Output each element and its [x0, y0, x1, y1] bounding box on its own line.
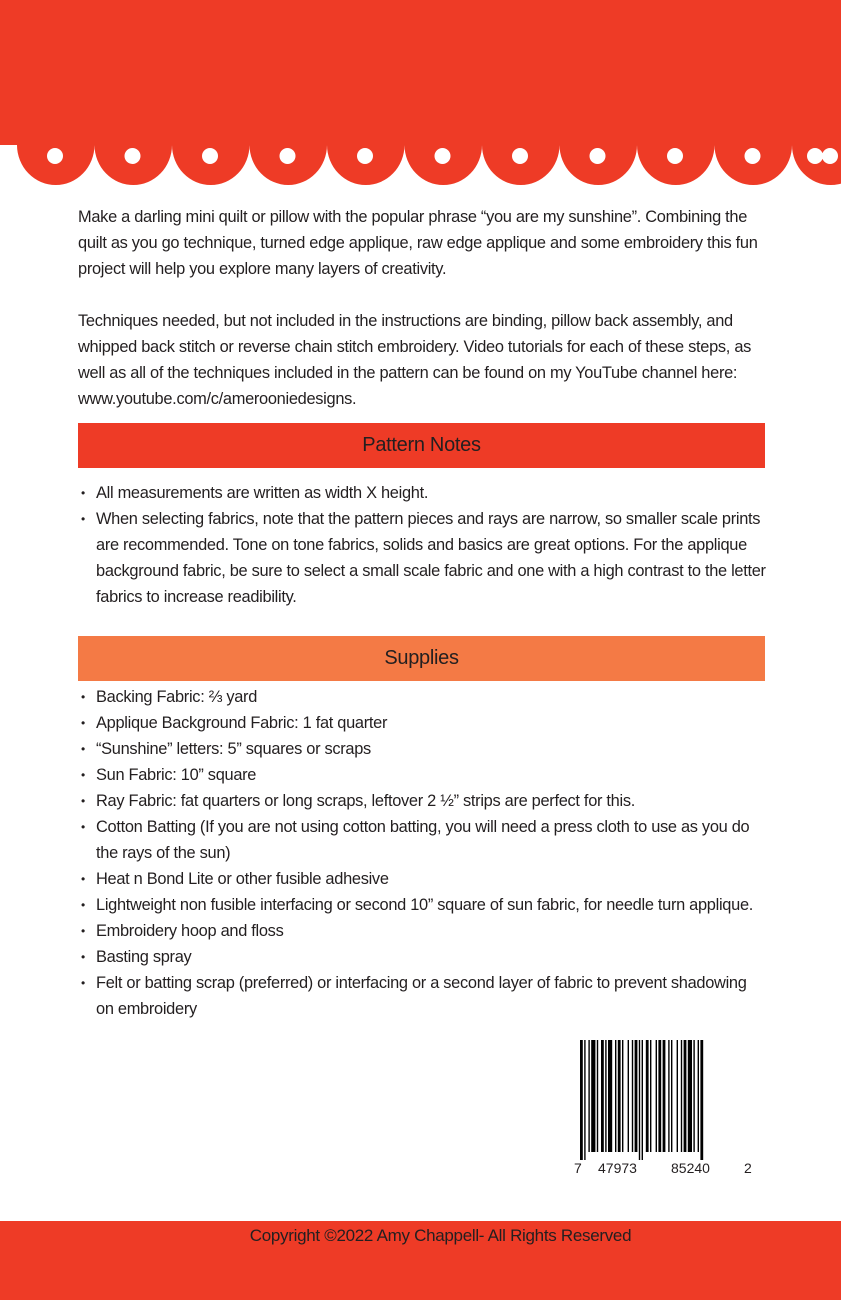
- scallop-dot: [590, 148, 606, 164]
- barcode-bar: [580, 1040, 583, 1160]
- list-item: • Ray Fabric: fat quarters or long scraps, leftover 2 ½” strips are perfect for this.: [78, 788, 768, 814]
- list-item: • All measurements are written as width X height.: [78, 480, 768, 506]
- scallop-dot: [512, 148, 528, 164]
- scallop-dot: [202, 148, 218, 164]
- barcode-bar: [618, 1040, 621, 1152]
- pattern-notes-header: [78, 423, 765, 468]
- scallop-dot: [667, 148, 683, 164]
- list-item: • Lightweight non fusible interfacing or second 10” square of sun fabric, for needle turn applique.: [78, 892, 768, 918]
- barcode-digits: [568, 1160, 758, 1180]
- barcode-bar: [668, 1040, 669, 1152]
- barcode-bar: [650, 1040, 651, 1152]
- supplies-list: [78, 684, 768, 1022]
- barcode-digit-group: 7: [574, 1160, 582, 1176]
- intro-paragraph-2: Techniques needed, but not included in the instructions are binding, pillow back assembly, and whipped back stitch or reverse chain stitch embroidery. Video tutorials for each of these steps, as well as all of the techniques included in the pattern can be found on my YouTube channel here: www.youtube.com/c/amerooniedesigns.: [78, 312, 752, 408]
- scallop-border-graphic: [0, 0, 841, 190]
- list-item: • Applique Background Fabric: 1 fat quarter: [78, 710, 768, 736]
- barcode-bar: [639, 1040, 640, 1160]
- barcode-bar: [656, 1040, 657, 1152]
- scallop-dot: [357, 148, 373, 164]
- barcode-bar: [608, 1040, 612, 1152]
- bullet-icon: •: [81, 716, 85, 730]
- barcode-bar: [591, 1040, 595, 1152]
- barcode-bar: [635, 1040, 638, 1152]
- supplies-header: [78, 636, 765, 681]
- barcode-bar: [700, 1040, 703, 1160]
- supplies-title: Supplies: [384, 647, 459, 669]
- list-item: • “Sunshine” letters: 5” squares or scraps: [78, 736, 768, 762]
- intro-text: [78, 204, 768, 412]
- barcode-bar: [646, 1040, 649, 1152]
- bullet-icon: •: [81, 924, 85, 938]
- barcode-bar: [597, 1040, 598, 1152]
- list-item: • Basting spray: [78, 944, 768, 970]
- barcode-bar: [642, 1040, 643, 1160]
- barcode-bar: [663, 1040, 666, 1152]
- intro-paragraph-1: Make a darling mini quilt or pillow with the popular phrase “you are my sunshine”. Combining the quilt as you go technique, turned edge applique, raw edge applique and some embroidery this fun project will help you explore many layers of creativity.: [78, 208, 758, 278]
- scallop-dot: [745, 148, 761, 164]
- barcode-bar: [584, 1040, 585, 1160]
- bullet-icon: •: [81, 768, 85, 782]
- scallop-dot: [280, 148, 296, 164]
- copyright-text: Copyright ©2022 Amy Chappell- All Rights Reserved: [249, 1226, 632, 1245]
- barcode-bar: [698, 1040, 699, 1152]
- list-item: • Backing Fabric: ⅔ yard: [78, 684, 768, 710]
- list-item: • Felt or batting scrap (preferred) or interfacing or a second layer of fabric to prevent shadowing on embroidery: [78, 970, 768, 1022]
- pattern-notes-title: Pattern Notes: [362, 434, 481, 456]
- list-item: • Embroidery hoop and floss: [78, 918, 768, 944]
- pattern-notes-list: [78, 480, 768, 610]
- bullet-icon: •: [81, 742, 85, 756]
- scallop-dot: [47, 148, 63, 164]
- scalloped-header-band: [0, 0, 841, 190]
- barcode-digit-group: 2: [744, 1160, 752, 1176]
- barcode-bar: [693, 1040, 694, 1152]
- barcode: [568, 1036, 758, 1186]
- barcode-digit-group: 85240: [671, 1160, 710, 1176]
- list-item: • Sun Fabric: 10” square: [78, 762, 768, 788]
- barcode-digit-group: 47973: [598, 1160, 637, 1176]
- bullet-icon: •: [81, 820, 85, 834]
- barcode-bar: [601, 1040, 604, 1152]
- barcode-bar: [615, 1040, 616, 1152]
- barcode-bar: [688, 1040, 692, 1152]
- footer-band: [0, 1221, 841, 1300]
- barcode-bar: [684, 1040, 687, 1152]
- bullet-icon: •: [81, 794, 85, 808]
- barcode-bar: [677, 1040, 678, 1152]
- list-item: • Heat n Bond Lite or other fusible adhesive: [78, 866, 768, 892]
- bullet-icon: •: [81, 486, 85, 500]
- bullet-icon: •: [81, 512, 85, 526]
- barcode-bar: [588, 1040, 589, 1152]
- scallop-dot: [822, 148, 838, 164]
- bullet-icon: •: [81, 898, 85, 912]
- barcode-bars: [568, 1036, 758, 1160]
- bullet-icon: •: [81, 976, 85, 990]
- scallop-dot: [435, 148, 451, 164]
- barcode-bar: [671, 1040, 672, 1152]
- scallop-dot: [125, 148, 141, 164]
- scallop-dot: [807, 148, 823, 164]
- bullet-icon: •: [81, 690, 85, 704]
- list-item: • Cotton Batting (If you are not using cotton batting, you will need a press cloth to use as you do the rays of the sun): [78, 814, 768, 866]
- barcode-bar: [658, 1040, 661, 1152]
- bullet-icon: •: [81, 950, 85, 964]
- barcode-bar: [632, 1040, 633, 1152]
- barcode-bar: [681, 1040, 682, 1152]
- bullet-icon: •: [81, 872, 85, 886]
- list-item: • When selecting fabrics, note that the pattern pieces and rays are narrow, so smaller scale prints are recommended. Tone on tone fabrics, solids and basics are great options. For the applique background fabric, be sure to select a small scale fabric and one with a high contrast to the letter fabrics to increase readibility.: [78, 506, 768, 610]
- barcode-bar: [622, 1040, 623, 1152]
- barcode-bar: [628, 1040, 629, 1152]
- barcode-bar: [605, 1040, 606, 1152]
